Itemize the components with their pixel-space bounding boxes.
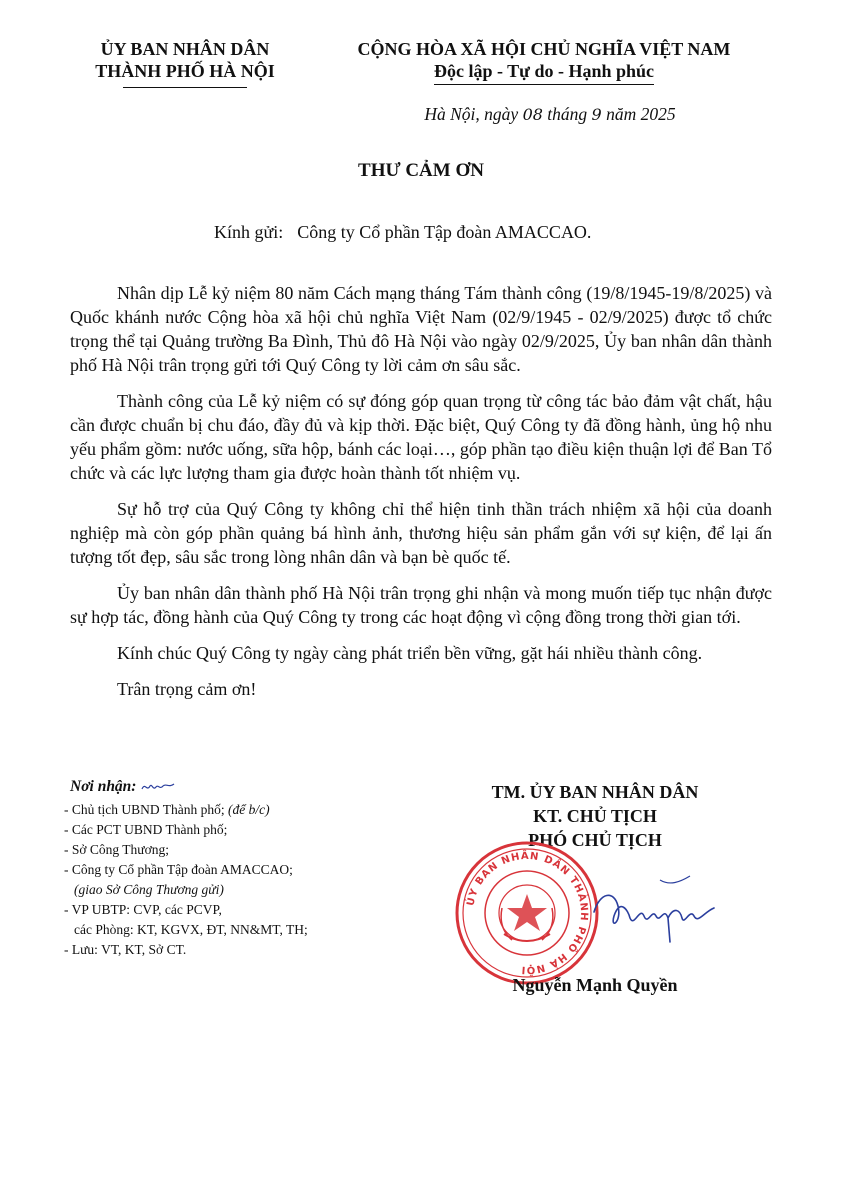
body-paragraph: Kính chúc Quý Công ty ngày càng phát triển bền vững, gặt hái nhiều thành công. bbox=[117, 643, 703, 663]
body-paragraph: Nhân dịp Lễ kỷ niệm 80 năm Cách mạng tháng Tám thành công (19/8/1945-19/8/2025) và Quốc khánh nước Cộng hòa xã hội chủ nghĩa Việt Nam (02/9/1945 - 02/9/2025) được tổ chức trọng thể tại Quảng trường Ba Đình, Thủ đô Hà Nội vào ngày 02/9/2025, Ủy ban nhân dân thành phố Hà Nội trân trọng gửi tới Quý Công ty lời cảm ơn sâu sắc. bbox=[70, 283, 772, 375]
signature-title-line1: TM. ỦY BAN NHÂN DÂN bbox=[491, 782, 699, 802]
body-paragraph: Trân trọng cảm ơn! bbox=[117, 679, 257, 699]
body-paragraph: Ủy ban nhân dân thành phố Hà Nội trân trọng ghi nhận và mong muốn tiếp tục nhận được sự hợp tác, đồng hành của Quý Công ty trong các hoạt động vì cộng đồng trong thời gian tới. bbox=[70, 583, 772, 627]
document-title: THƯ CẢM ƠN bbox=[358, 160, 484, 181]
recipient-name: Công ty Cổ phần Tập đoàn AMACCAO. bbox=[297, 222, 592, 242]
list-item: - Sở Công Thương; bbox=[64, 842, 169, 857]
body-paragraph: Thành công của Lễ kỷ niệm có sự đóng góp quan trọng từ công tác bảo đảm vật chất, hậu cần được chuẩn bị chu đáo, đầy đủ và kịp thời. Đặc biệt, Quý Công ty đã đồng hành, ủng hộ nhu yếu phẩm gồm: nước uống, sữa hộp, bánh các loại…, góp phần tạo điều kiện thuận lợi để Ban Tổ chức và các lực lượng tham gia được hoàn thành tốt nhiệm vụ. bbox=[70, 391, 772, 483]
list-item: - Các PCT UBND Thành phố; bbox=[64, 822, 228, 837]
national-motto: Độc lập - Tự do - Hạnh phúc bbox=[434, 60, 654, 85]
initials-mark-icon bbox=[140, 780, 176, 794]
list-item: - Chủ tịch UBND Thành phố; (để b/c) bbox=[64, 802, 270, 817]
signature-title-line2: KT. CHỦ TỊCH bbox=[533, 806, 657, 826]
list-item: - Công ty Cổ phần Tập đoàn AMACCAO; bbox=[64, 862, 293, 877]
issuer-underline bbox=[123, 87, 247, 88]
recipient-line bbox=[214, 222, 591, 243]
issuer-line2: THÀNH PHỐ HÀ NỘI bbox=[95, 61, 275, 81]
recipients-list-title-text: Nơi nhận: bbox=[70, 778, 137, 795]
recipient-label: Kính gửi: bbox=[214, 222, 284, 242]
issuer-line1: ỦY BAN NHÂN DÂN bbox=[100, 39, 270, 59]
handwritten-signature-icon bbox=[590, 872, 720, 952]
date-line bbox=[330, 104, 770, 125]
national-title: CỘNG HÒA XÃ HỘI CHỦ NGHĨA VIỆT NAM bbox=[357, 39, 731, 59]
list-item: các Phòng: KT, KGVX, ĐT, NN&MT, TH; bbox=[74, 922, 308, 937]
official-seal-icon bbox=[452, 838, 602, 988]
signature-title-line3: PHÓ CHỦ TỊCH bbox=[528, 830, 662, 850]
date-prefix: Hà Nội, ngày bbox=[424, 104, 519, 124]
issuer-header bbox=[60, 38, 310, 88]
date-middle: tháng bbox=[547, 104, 588, 124]
date-month: 9 bbox=[591, 105, 602, 124]
signer-name: Nguyễn Mạnh Quyền bbox=[512, 975, 678, 995]
national-header bbox=[318, 38, 770, 85]
list-item: - VP UBTP: CVP, các PCVP, bbox=[64, 902, 222, 917]
letter-body bbox=[70, 281, 772, 713]
list-item: - Lưu: VT, KT, Sở CT. bbox=[64, 942, 187, 957]
svg-text:ỦY BAN NHÂN DÂN THÀNH PHỐ HÀ N: ỦY BAN NHÂN DÂN THÀNH PHỐ HÀ NỘI bbox=[465, 850, 590, 976]
body-paragraph: Sự hỗ trợ của Quý Công ty không chỉ thể hiện tinh thần trách nhiệm xã hội của doanh nghiệp mà còn góp phần quảng bá hình ảnh, thương hiệu sản phẩm gắn với sự kiện, để lại ấn tượng tốt đẹp, sâu sắc trong lòng nhân dân và bạn bè quốc tế. bbox=[70, 499, 772, 567]
recipients-list-title bbox=[70, 778, 176, 796]
date-day: 08 bbox=[522, 105, 543, 124]
list-item: (giao Sở Công Thương gửi) bbox=[74, 882, 224, 897]
date-suffix: năm 2025 bbox=[606, 104, 676, 124]
recipients-list bbox=[64, 800, 308, 960]
